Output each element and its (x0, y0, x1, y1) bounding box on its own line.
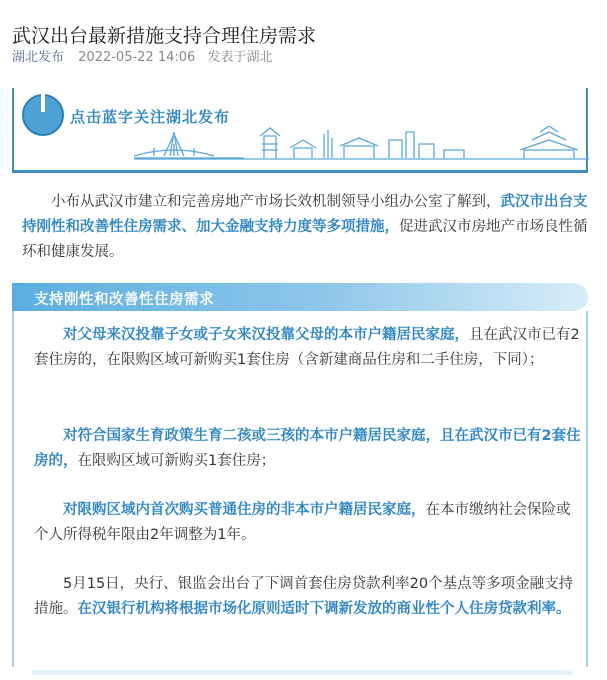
policy-3-text: 在本市缴纳社会保险或个人所得税年限由2年调整为1年。 (34, 502, 571, 543)
policy-paragraph-3 (34, 498, 582, 548)
section-heading: 支持刚性和改善性住房需求 (34, 292, 214, 308)
intro-suffix: 促进武汉市房地产市场良性循环和健康发展。 (22, 219, 588, 260)
intro-text: 小布从武汉市建立和完善房地产市场长效机制领导小组办公室了解到， (51, 194, 501, 210)
policy-1-text: 且在武汉市已有2套住房的，在限购区域可新购买1套住房（含新建商品住房和二手住房，下同）； (34, 327, 580, 368)
section-content (12, 311, 588, 667)
follow-banner[interactable] (12, 88, 588, 172)
intro-highlight: 武汉市出台支持刚性和改善性住房需求、加大金融支持力度等多项措施， (22, 194, 588, 235)
section-header (12, 283, 588, 311)
follow-prompt[interactable]: 点击蓝字关注湖北发布 (70, 108, 231, 126)
publish-date: 2022-05-22 14:06 (78, 50, 196, 65)
policy-paragraph-2 (34, 424, 582, 474)
policy-paragraph-4 (34, 572, 582, 622)
source-link[interactable]: 湖北发布 (12, 50, 65, 65)
policy-4-text: 5月15日，央行、银监会出台了下调首套住房贷款利率20个基点等多项金融支持措施。 (34, 576, 574, 617)
wuhan-skyline-illustration (134, 126, 589, 162)
article-title: 武汉出台最新措施支持合理住房需求 (12, 24, 317, 47)
policy-3-highlight: 对限购区域内首次购买普通住房的非本市户籍居民家庭， (63, 502, 426, 518)
article-meta (12, 46, 272, 65)
policy-2-text: 在限购区域可新购买1套住房； (77, 453, 276, 469)
power-button-icon (22, 94, 64, 136)
policy-1-highlight: 对父母来汉投靠子女或子女来汉投靠父母的本市户籍居民家庭， (63, 327, 469, 343)
section-bottom-rule (32, 670, 572, 675)
intro-paragraph (22, 190, 588, 265)
policy-paragraph-1 (34, 323, 582, 373)
banner-divider (12, 170, 588, 173)
policy-4-highlight: 在汉银行机构将根据市场化原则适时下调新发放的商业性个人住房贷款利率。 (77, 601, 571, 617)
policy-2-highlight: 对符合国家生育政策生育二孩或三孩的本市户籍居民家庭，且在武汉市已有2套住房的， (34, 428, 581, 469)
publish-location: 发表于湖北 (207, 50, 273, 65)
